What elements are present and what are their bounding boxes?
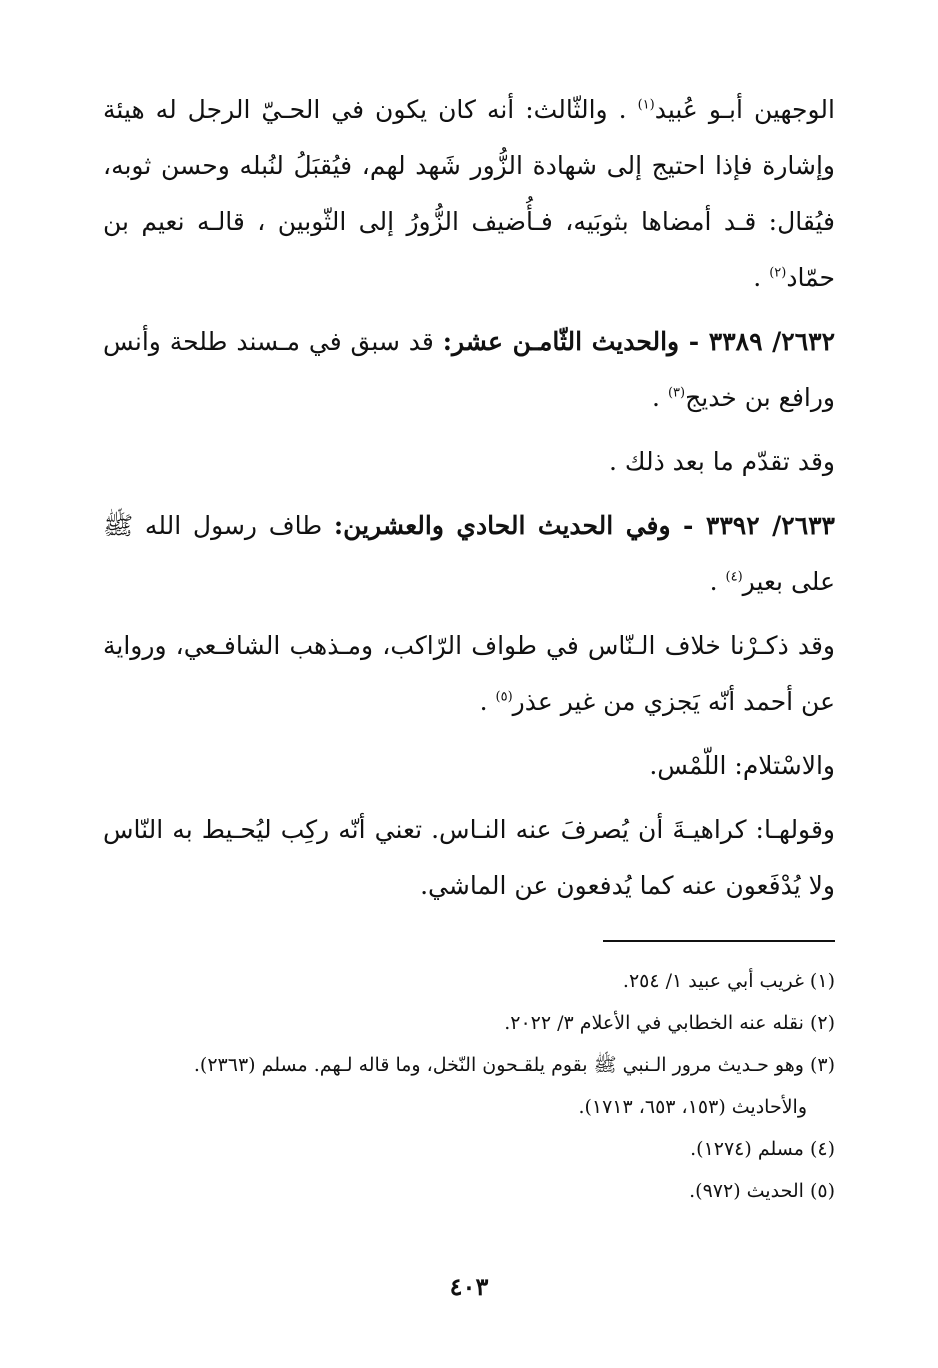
paragraph-1-text-b: . والثّالث: أنه كان يكون في الحـيّ الرجل له هيئة وإشارة فإذا احتيج إلى شهادة الزُّور شَهد لهم، فيُقبَلُ لنُبله وحسن ثوبه، فيُقال: قـد أمضاها بثوبَيه، فـأُضيف الزُّورُ إلى الثّوبين ، قالـه نعيم بن حمّاد xyxy=(103,95,835,292)
footnote-ref-2: (٢) xyxy=(769,265,787,281)
paragraph-5-text: وقد ذكـرْنا خلاف الـنّاس في طواف الرّاكب، ومـذهب الشافـعي، ورواية عن أحمد أنّه يَجزي من غير عذر xyxy=(103,631,835,716)
hadith-heading: - والحديث الثّامـن عشر: xyxy=(442,327,709,356)
paragraph-4-end: . xyxy=(709,567,726,596)
footnote-separator xyxy=(603,940,835,942)
paragraph-7-text: وقولهـا: كراهيـةَ أن يُصرفَ عنه النـاس. تعني أنّه ركِب ليُحـيط به النّاس ولا يُدْفَعون عنه كما يُدفعون عن الماشي. xyxy=(103,815,835,900)
footnote-ref-1: (١) xyxy=(637,97,655,113)
footnote-ref-3: (٣) xyxy=(667,385,686,401)
paragraph-6-text: والاسْتلام: اللّمْس. xyxy=(649,751,835,780)
paragraph-4-text: طاف رسول الله ﷺ على بعير xyxy=(103,511,835,596)
footnote-3-continued: والأحاديث (١٥٣، ٦٥٣، ١٧١٣). xyxy=(578,1096,807,1118)
paragraph-3-text: وقد تقدّم ما بعد ذلك . xyxy=(608,447,835,476)
footnote-1: (١) غريب أبي عبيد ١/ ٢٥٤. xyxy=(622,970,835,992)
paragraph-7 xyxy=(103,802,835,914)
footnote-ref-4: (٤) xyxy=(725,569,743,585)
paragraph-4 xyxy=(103,498,835,610)
hadith-heading: - وفي الحديث الحادي والعشرين: xyxy=(333,511,706,540)
paragraph-3 xyxy=(103,434,835,490)
main-text xyxy=(103,82,835,922)
paragraph-1-text-c: . xyxy=(753,263,770,292)
hadith-number: ٢٦٣٢/ ٣٣٨٩ xyxy=(708,327,835,356)
footnote-2: (٢) نقله عنه الخطابي في الأعلام ٣/ ٢٠٢٢. xyxy=(504,1012,835,1034)
paragraph-6 xyxy=(103,738,835,794)
paragraph-2 xyxy=(103,314,835,426)
footnote-4: (٤) مسلم (١٢٧٤). xyxy=(690,1138,835,1160)
footnote-3: (٣) وهو حـديث مرور الـنبي ﷺ بقوم يلقـحون النّخل، وما قاله لـهم. مسلم (٢٣٦٣). xyxy=(193,1054,835,1076)
footnote-5: (٥) الحديث (٩٧٢). xyxy=(689,1180,835,1202)
footnote-ref-5: (٥) xyxy=(495,689,513,705)
paragraph-2-end: . xyxy=(652,383,668,412)
footnotes xyxy=(90,960,835,1212)
paragraph-1 xyxy=(103,82,835,306)
paragraph-1-text-a: الوجهين أبـو عُبيد xyxy=(654,95,835,124)
paragraph-5 xyxy=(103,618,835,730)
paragraph-5-end: . xyxy=(479,687,496,716)
paragraph-2-text: قد سبق في مـسند طلحة وأنس ورافع بن خديج xyxy=(103,327,835,412)
page-number: ٤٠٣ xyxy=(449,1272,489,1301)
hadith-number: ٢٦٣٣/ ٣٣٩٢ xyxy=(705,511,835,540)
